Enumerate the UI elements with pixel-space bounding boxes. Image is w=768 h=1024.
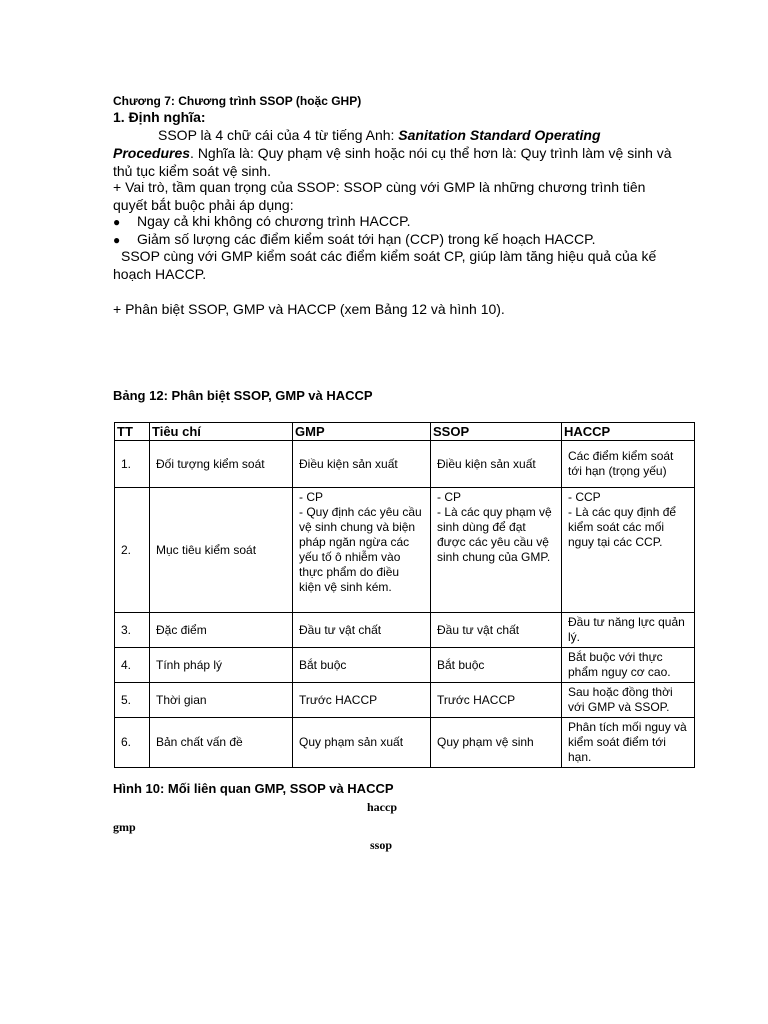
cell-haccp: Các điểm kiểm soát tới hạn (trọng yếu) <box>562 441 695 488</box>
list-item: ● Ngay cả khi không có chương trình HACCP. <box>113 213 411 229</box>
table-row <box>115 648 695 683</box>
cell-gmp: Trước HACCP <box>293 683 431 718</box>
ssop-gmp-paragraph: SSOP cùng với GMP kiểm soát các điểm kiểm soát CP, giúp làm tăng hiệu quả của kế hoạch HACCP. <box>113 248 657 282</box>
chapter-title: Chương 7: Chương trình SSOP (hoặc GHP) <box>113 94 362 108</box>
cell-tt: 4. <box>115 648 150 683</box>
cell-ssop: - CP - Là các quy phạm vệ sinh dùng để đạt được các yêu cầu vệ sinh chung của GMP. <box>431 488 562 613</box>
figure-label-gmp: gmp <box>113 820 136 834</box>
cell-gmp: Điều kiện sản xuất <box>293 441 431 488</box>
table-row <box>115 441 695 488</box>
cell-tt: 5. <box>115 683 150 718</box>
cell-ssop: Đầu tư vật chất <box>431 613 562 648</box>
bullet-icon: ● <box>113 233 121 247</box>
cell-haccp: Bắt buộc với thực phẩm nguy cơ cao. <box>562 648 695 683</box>
cell-gmp: Đầu tư vật chất <box>293 613 431 648</box>
definition-rest: . Nghĩa là: Quy phạm vệ sinh hoặc nói cụ thể hơn là: Quy trình làm vệ sinh và thủ tục kiểm soát vệ sinh. <box>113 145 672 179</box>
header-haccp: HACCP <box>562 423 695 441</box>
header-criteria: Tiêu chí <box>150 423 293 441</box>
definition-heading: 1. Định nghĩa: <box>113 109 206 125</box>
cell-haccp: Sau hoặc đồng thời với GMP và SSOP. <box>562 683 695 718</box>
header-gmp: GMP <box>293 423 431 441</box>
cell-criteria: Tính pháp lý <box>150 648 293 683</box>
cell-gmp: - CP - Quy định các yêu cầu vệ sinh chung và biện pháp ngăn ngừa các yếu tố ô nhiễm vào thực phẩm do điều kiện vệ sinh kém. <box>293 488 431 613</box>
cell-criteria: Đối tượng kiểm soát <box>150 441 293 488</box>
role-paragraph: + Vai trò, tầm quan trọng của SSOP: SSOP cùng với GMP là những chương trình tiên quyết bắt buộc phải áp dụng: <box>113 179 646 213</box>
cell-haccp: - CCP - Là các quy định để kiểm soát các mối nguy tại các CCP. <box>562 488 695 613</box>
list-item: ● Giảm số lượng các điểm kiểm soát tới hạn (CCP) trong kế hoạch HACCP. <box>113 231 596 247</box>
header-ssop: SSOP <box>431 423 562 441</box>
comparison-table <box>114 422 695 768</box>
cell-ssop: Trước HACCP <box>431 683 562 718</box>
bullet-list <box>113 212 596 248</box>
figure-label-haccp: haccp <box>367 800 397 814</box>
definition-term: Sanitation Standard Operating Procedures <box>113 127 601 161</box>
cell-tt: 2. <box>115 488 150 613</box>
cell-haccp: Phân tích mối nguy và kiểm soát điểm tới hạn. <box>562 718 695 768</box>
cell-tt: 1. <box>115 441 150 488</box>
definition-paragraph <box>113 126 673 180</box>
table-header-row <box>115 423 695 441</box>
bullet-icon: ● <box>113 215 121 229</box>
header-tt: TT <box>115 423 150 441</box>
cell-haccp: Đầu tư năng lực quản lý. <box>562 613 695 648</box>
cell-gmp: Quy phạm sản xuất <box>293 718 431 768</box>
figure-title: Hình 10: Mối liên quan GMP, SSOP và HACCP <box>113 781 394 796</box>
distinguish-paragraph: + Phân biệt SSOP, GMP và HACCP (xem Bảng 12 và hình 10). <box>113 301 505 317</box>
cell-criteria: Mục tiêu kiểm soát <box>150 488 293 613</box>
cell-ssop: Quy phạm vệ sinh <box>431 718 562 768</box>
cell-tt: 3. <box>115 613 150 648</box>
definition-lead: SSOP là 4 chữ cái của 4 từ tiếng Anh: <box>158 127 399 143</box>
table-row <box>115 718 695 768</box>
cell-tt: 6. <box>115 718 150 768</box>
table-row <box>115 683 695 718</box>
cell-criteria: Bản chất vấn đề <box>150 718 293 768</box>
cell-criteria: Thời gian <box>150 683 293 718</box>
cell-criteria: Đặc điểm <box>150 613 293 648</box>
table-row <box>115 488 695 613</box>
cell-ssop: Bắt buộc <box>431 648 562 683</box>
cell-ssop: Điều kiện sản xuất <box>431 441 562 488</box>
table-title: Bảng 12: Phân biệt SSOP, GMP và HACCP <box>113 388 373 403</box>
figure-label-ssop: ssop <box>370 838 393 852</box>
cell-gmp: Bắt buộc <box>293 648 431 683</box>
table-row <box>115 613 695 648</box>
